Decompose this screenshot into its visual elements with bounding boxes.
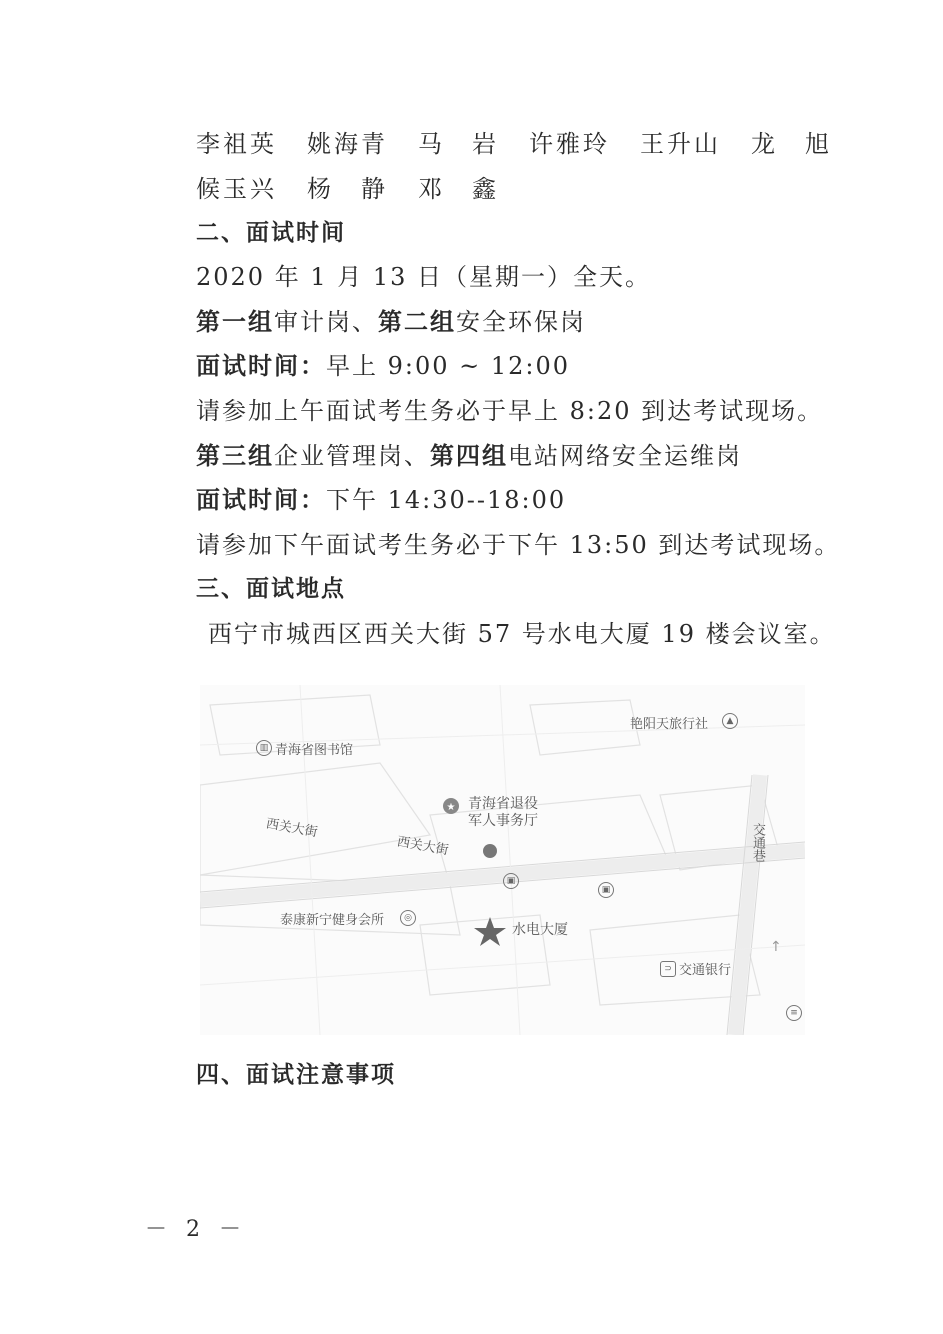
map-label-gym: 泰康新宁健身会所: [280, 913, 385, 928]
bus-stop-icon: ▣: [598, 882, 614, 898]
group-label: 第三组: [196, 442, 274, 470]
section-heading-interview-time: 二、面试时间: [196, 220, 346, 246]
map-label-travel: 艳阳天旅行社: [630, 717, 709, 732]
candidate-name: 候玉兴: [196, 175, 277, 203]
time-value: 早上 9:00 ~ 12:00: [326, 352, 571, 380]
bank-icon: ⊃: [660, 961, 676, 977]
travel-agency-icon: ▲: [722, 713, 738, 729]
location-map: [200, 685, 805, 1035]
time-label: 面试时间：: [196, 352, 326, 380]
page-number: － 2 －: [145, 1217, 247, 1242]
map-label-street-2: 西关大街: [395, 834, 450, 859]
candidate-name: 李祖英: [196, 130, 277, 158]
group-post: 电站网络安全运维岗: [508, 442, 742, 470]
candidate-name: 邓 鑫: [418, 175, 499, 203]
svg-text:★: ★: [446, 802, 456, 813]
section-heading-notes: 四、面试注意事项: [196, 1062, 396, 1088]
candidate-names-row-2: [196, 173, 529, 205]
candidate-names-row-1: [196, 128, 862, 160]
map-label-target: 水电大厦: [512, 922, 568, 938]
address: 西宁市城西区西关大街 57 号水电大厦 19 楼会议室。: [208, 620, 836, 648]
group-post: 审计岗、: [274, 308, 378, 336]
svg-text:↑: ↑: [770, 939, 782, 955]
group-label: 第二组: [378, 308, 456, 336]
misc-poi-icon: ≡: [786, 1005, 802, 1021]
groups-pm: [196, 440, 742, 472]
time-am: [196, 350, 570, 382]
group-post: 安全环保岗: [456, 308, 586, 336]
candidate-name: 龙 旭: [751, 130, 832, 158]
candidate-name: 马 岩: [418, 130, 499, 158]
time-label: 面试时间：: [196, 486, 326, 514]
library-icon: ▥: [256, 740, 272, 756]
notice-pm: 请参加下午面试考生务必于下午 13:50 到达考试现场。: [196, 531, 841, 559]
bus-stop-icon: ▣: [503, 873, 519, 889]
time-value: 下午 14:30--18:00: [326, 486, 567, 514]
gym-icon: ◎: [400, 910, 416, 926]
map-label-bank: 交通银行: [679, 963, 732, 978]
group-post: 企业管理岗、: [274, 442, 430, 470]
group-label: 第四组: [430, 442, 508, 470]
candidate-name: 王升山: [640, 130, 721, 158]
section-heading-location: 三、面试地点: [196, 576, 346, 602]
poi-dot: [483, 844, 497, 858]
groups-am: [196, 306, 586, 338]
interview-date: 2020 年 1 月 13 日（星期一）全天。: [196, 263, 652, 291]
time-pm: [196, 484, 566, 516]
map-streets: [200, 685, 805, 1035]
map-label-street-1: 西关大街: [264, 816, 319, 841]
group-label: 第一组: [196, 308, 274, 336]
map-label-veterans-1: 青海省退役: [468, 796, 538, 812]
candidate-name: 杨 静: [307, 175, 388, 203]
map-label-veterans-2: 军人事务厅: [468, 813, 538, 829]
candidate-name: 许雅玲: [529, 130, 610, 158]
target-star: [474, 917, 506, 946]
map-label-alley: 交通巷: [750, 823, 765, 862]
candidate-name: 姚海青: [307, 130, 388, 158]
notice-am: 请参加上午面试考生务必于早上 8:20 到达考试现场。: [196, 397, 824, 425]
map-label-library: 青海省图书馆: [275, 743, 354, 758]
